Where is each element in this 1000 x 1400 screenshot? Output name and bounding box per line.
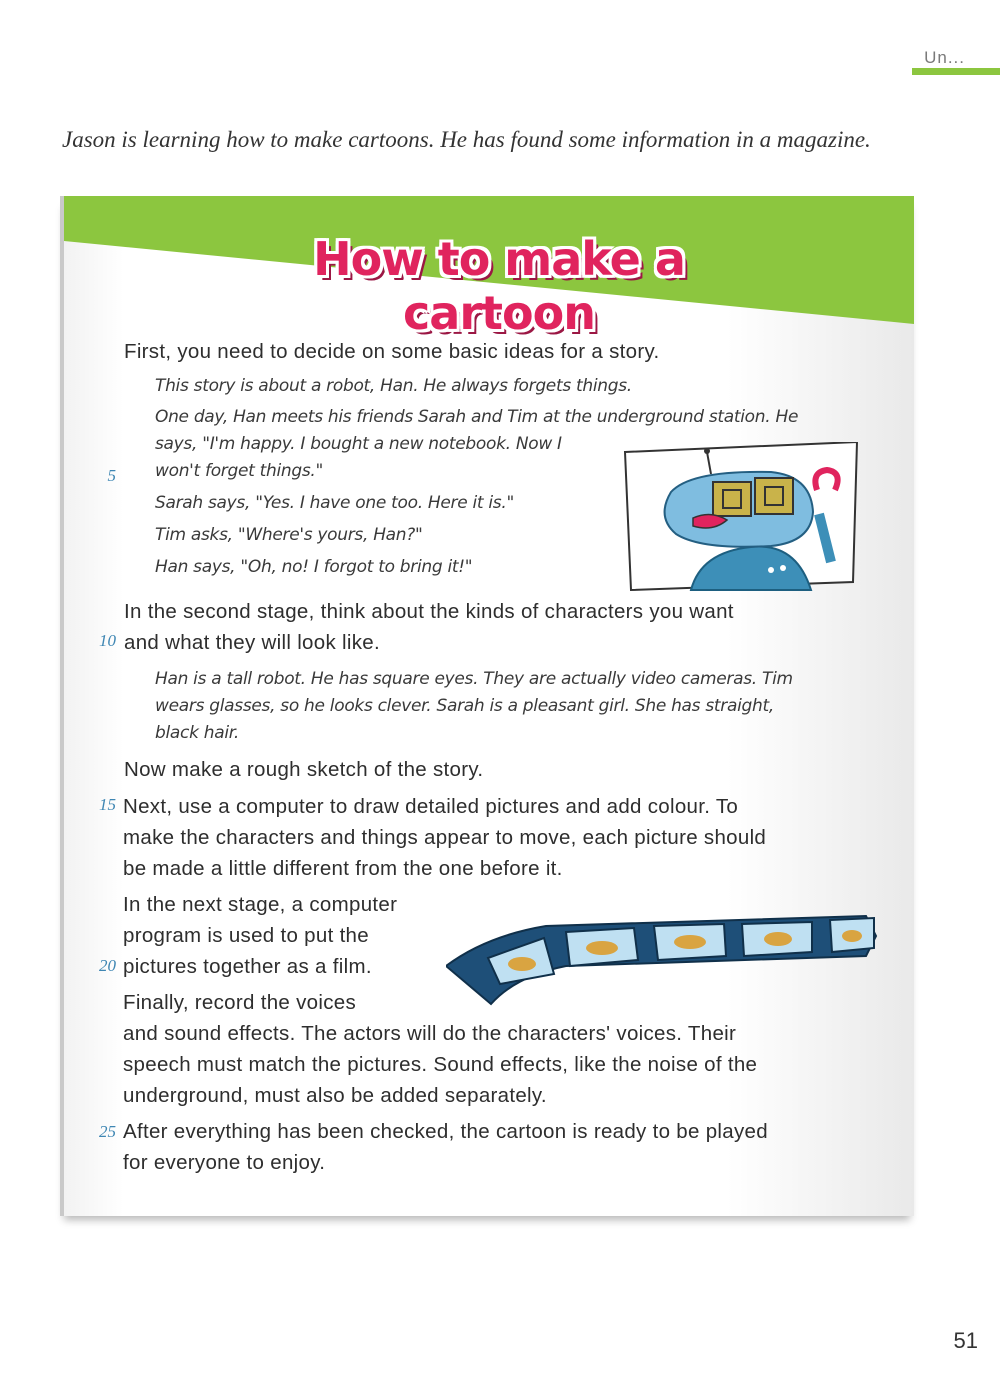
character-description <box>155 666 855 747</box>
article-title: How to make a cartoon <box>313 232 685 340</box>
line-number: 25 <box>99 1122 116 1141</box>
paragraph-stage-two: In the second stage, think about the kinds of characters you want and what they will look like. <box>124 600 734 654</box>
paragraph-sketch: Now make a rough sketch of the story. <box>124 758 484 781</box>
story-line: wears glasses, so he looks clever. Sarah is a pleasant girl. She has straight, <box>155 696 774 716</box>
page-number: 51 <box>953 1328 978 1353</box>
story-line: One day, Han meets his friends Sarah and Tim at the underground station. He <box>155 407 799 427</box>
paragraph-computer: Next, use a computer to draw detailed pictures and add colour. To make the characters and things appear to move, each picture should be made a little different from the one before it. <box>123 795 767 880</box>
line-number: 15 <box>99 795 116 814</box>
story-line: Han is a tall robot. He has square eyes. They are actually video cameras. Tim <box>155 669 793 689</box>
article-panel <box>60 196 914 1216</box>
story-line: Han says, "Oh, no! I forgot to bring it!" <box>155 557 473 577</box>
intro-text: Jason is learning how to make cartoons. He has found some information in a magazine. <box>62 127 871 152</box>
line-number: 5 <box>107 466 116 485</box>
paragraph-finish: After everything has been checked, the cartoon is ready to be played for everyone to enjoy. <box>123 1120 768 1174</box>
line-number: 20 <box>99 956 116 975</box>
story-line: black hair. <box>155 723 239 743</box>
story-line: Sarah says, "Yes. I have one too. Here it is." <box>155 493 514 513</box>
unit-accent-bar <box>912 68 1000 75</box>
story-line: This story is about a robot, Han. He always forgets things. <box>155 376 632 396</box>
paragraph-voices: Finally, record the voices and sound effects. The actors will do the characters' voices. Their speech must match the pictures. Sound effects, like the noise of the underground, must also be added separately. <box>123 991 758 1107</box>
robot-illustration <box>621 442 861 592</box>
line-number: 10 <box>99 631 116 650</box>
paragraph-film: In the next stage, a computer program is used to put the pictures together as a film. <box>123 893 398 978</box>
story-line: won't forget things." <box>155 461 324 481</box>
unit-label: Un... <box>924 48 965 67</box>
paragraph-intro: First, you need to decide on some basic ideas for a story. <box>124 340 660 363</box>
story-line: says, "I'm happy. I bought a new notebook. Now I <box>155 434 562 454</box>
story-line: Tim asks, "Where's yours, Han?" <box>155 525 423 545</box>
